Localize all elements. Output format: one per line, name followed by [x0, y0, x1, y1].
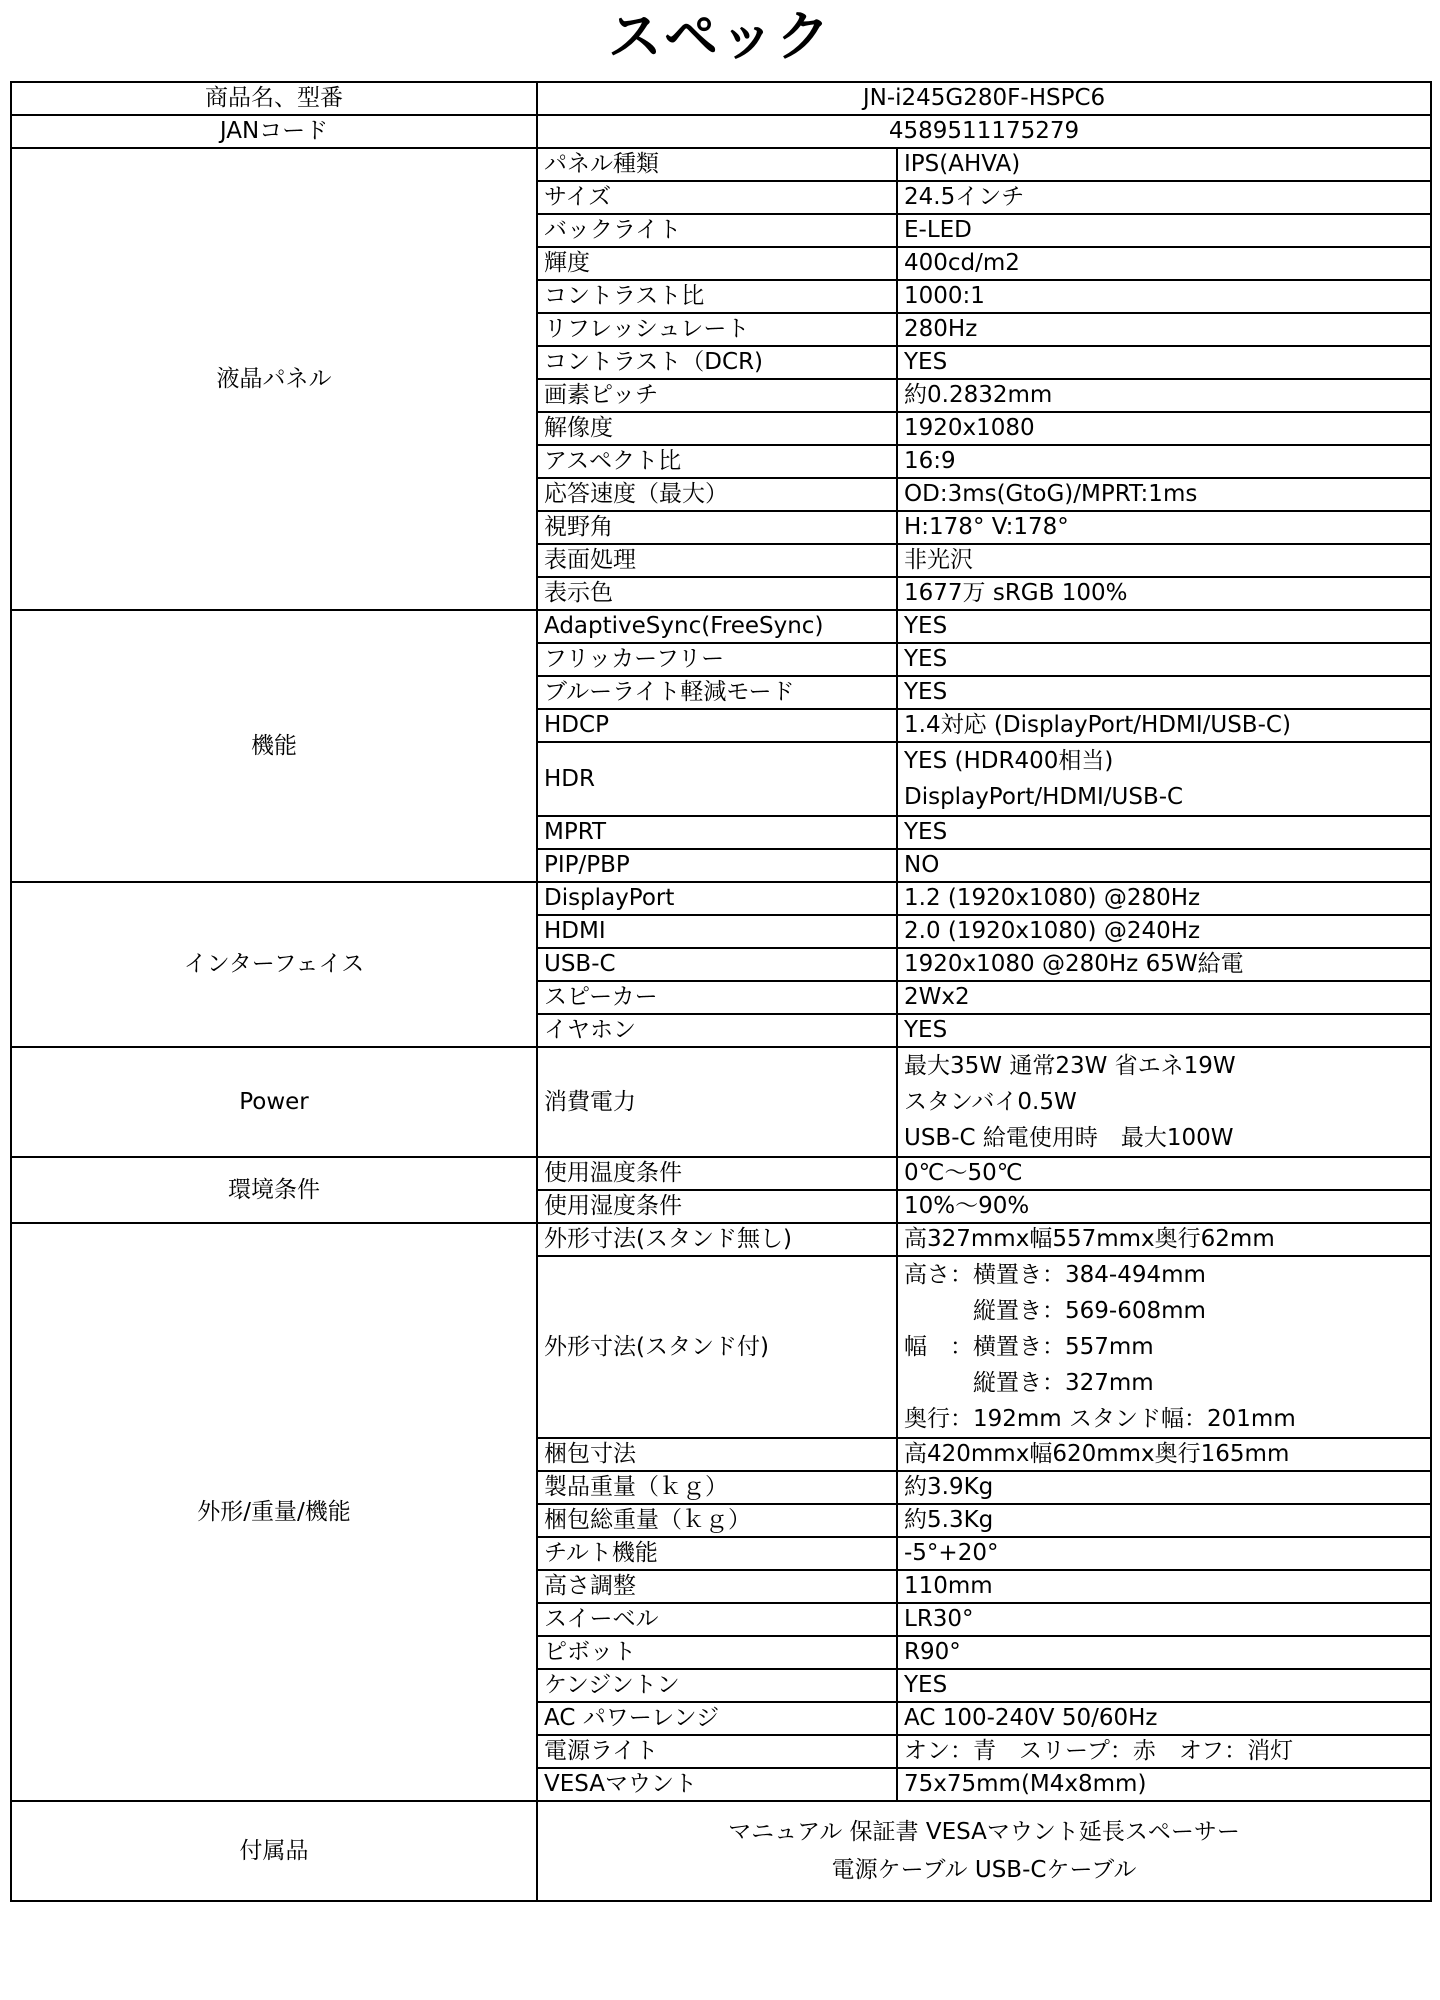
spec-value — [897, 742, 1431, 816]
spec-value: LR30° — [897, 1603, 1431, 1636]
spec-value-line: 最大35W 通常23W 省エネ19W — [904, 1053, 1236, 1079]
table-row — [11, 1223, 1431, 1256]
spec-value: YES — [897, 643, 1431, 676]
page-title: スペック — [608, 5, 832, 68]
spec-label: 画素ピッチ — [537, 379, 897, 412]
accessories-line: マニュアル 保証書 VESAマウント延長スペーサー — [728, 1819, 1240, 1845]
spec-value: 約3.9Kg — [897, 1471, 1431, 1504]
spec-value-line: 高さ：横置き：384-494mm — [904, 1262, 1206, 1288]
accessories-line: 電源ケーブル USB-Cケーブル — [831, 1857, 1137, 1883]
spec-label: 高さ調整 — [537, 1570, 897, 1603]
category-cell: 液晶パネル — [11, 148, 537, 610]
spec-table-body — [11, 82, 1431, 1901]
spec-value: YES — [897, 1669, 1431, 1702]
spec-label: イヤホン — [537, 1014, 897, 1047]
spec-value: 2Wx2 — [897, 981, 1431, 1014]
spec-value: 1677万 sRGB 100% — [897, 577, 1431, 610]
spec-label: ケンジントン — [537, 1669, 897, 1702]
table-row — [11, 1047, 1431, 1157]
spec-label: HDR — [537, 742, 897, 816]
table-row — [11, 610, 1431, 643]
spec-value: 110mm — [897, 1570, 1431, 1603]
spec-value-line: YES (HDR400相当) — [904, 748, 1114, 774]
spec-value: 400cd/m2 — [897, 247, 1431, 280]
spec-value: 高327mmx幅557mmx奥行62mm — [897, 1223, 1431, 1256]
spec-value: -5°+20° — [897, 1537, 1431, 1570]
spec-label: PIP/PBP — [537, 849, 897, 882]
spec-value: NO — [897, 849, 1431, 882]
spec-value — [897, 1047, 1431, 1157]
spec-label: 輝度 — [537, 247, 897, 280]
spec-label: HDMI — [537, 915, 897, 948]
category-cell: Power — [11, 1047, 537, 1157]
spec-label: 使用温度条件 — [537, 1157, 897, 1190]
spec-label: 梱包総重量（ｋｇ） — [537, 1504, 897, 1537]
spec-value: H:178° V:178° — [897, 511, 1431, 544]
spec-value: 約0.2832mm — [897, 379, 1431, 412]
spec-value: YES — [897, 610, 1431, 643]
spec-value: 0℃～50℃ — [897, 1157, 1431, 1190]
spec-label: 使用湿度条件 — [537, 1190, 897, 1223]
spec-value: 1920x1080 — [897, 412, 1431, 445]
spec-value: 24.5インチ — [897, 181, 1431, 214]
spec-value: 1.4対応 (DisplayPort/HDMI/USB-C) — [897, 709, 1431, 742]
spec-label: AdaptiveSync(FreeSync) — [537, 610, 897, 643]
category-cell: 外形/重量/機能 — [11, 1223, 537, 1801]
spec-label: スピーカー — [537, 981, 897, 1014]
spec-value: YES — [897, 816, 1431, 849]
spec-table — [10, 81, 1432, 1902]
spec-value: 75x75mm(M4x8mm) — [897, 1768, 1431, 1801]
spec-value: AC 100-240V 50/60Hz — [897, 1702, 1431, 1735]
spec-label: VESAマウント — [537, 1768, 897, 1801]
spec-label: 視野角 — [537, 511, 897, 544]
category-cell: 環境条件 — [11, 1157, 537, 1223]
spec-value: R90° — [897, 1636, 1431, 1669]
spec-value: 16:9 — [897, 445, 1431, 478]
category-cell: 付属品 — [11, 1801, 537, 1901]
table-row — [11, 148, 1431, 181]
spec-label: 応答速度（最大） — [537, 478, 897, 511]
spec-label: ブルーライト軽減モード — [537, 676, 897, 709]
spec-value: 2.0 (1920x1080) @240Hz — [897, 915, 1431, 948]
spec-label: 外形寸法(スタンド無し) — [537, 1223, 897, 1256]
spec-label: バックライト — [537, 214, 897, 247]
spec-label: 製品重量（ｋｇ） — [537, 1471, 897, 1504]
spec-value: YES — [897, 676, 1431, 709]
spec-label: 電源ライト — [537, 1735, 897, 1768]
spec-value: 1.2 (1920x1080) @280Hz — [897, 882, 1431, 915]
spec-label: コントラスト比 — [537, 280, 897, 313]
table-row — [11, 1157, 1431, 1190]
spec-value: YES — [897, 346, 1431, 379]
table-row — [11, 882, 1431, 915]
spec-label: ピボット — [537, 1636, 897, 1669]
spec-label: パネル種類 — [537, 148, 897, 181]
spec-label: スイーベル — [537, 1603, 897, 1636]
spec-value: 1920x1080 @280Hz 65W給電 — [897, 948, 1431, 981]
spec-value-line: 奥行：192mm スタンド幅：201mm — [904, 1406, 1296, 1432]
spec-label: コントラスト（DCR) — [537, 346, 897, 379]
spec-label: 梱包寸法 — [537, 1438, 897, 1471]
spec-value-line: 縦置き：327mm — [904, 1370, 1154, 1396]
spec-label: 解像度 — [537, 412, 897, 445]
spec-value: オン：青 スリープ：赤 オフ：消灯 — [897, 1735, 1431, 1768]
accessories-value — [537, 1801, 1431, 1901]
spec-label: 外形寸法(スタンド付) — [537, 1256, 897, 1438]
spec-value: 280Hz — [897, 313, 1431, 346]
spec-label: アスペクト比 — [537, 445, 897, 478]
table-row — [11, 82, 1431, 115]
spec-label: AC パワーレンジ — [537, 1702, 897, 1735]
category-cell: インターフェイス — [11, 882, 537, 1047]
spec-value: OD:3ms(GtoG)/MPRT:1ms — [897, 478, 1431, 511]
table-row — [11, 1801, 1431, 1901]
row-value: JN-i245G280F-HSPC6 — [537, 82, 1431, 115]
spec-label: MPRT — [537, 816, 897, 849]
spec-value: YES — [897, 1014, 1431, 1047]
spec-label: フリッカーフリー — [537, 643, 897, 676]
row-label: JANコード — [11, 115, 537, 148]
spec-value: IPS(AHVA) — [897, 148, 1431, 181]
spec-value-line: 縦置き：569-608mm — [904, 1298, 1206, 1324]
spec-label: 消費電力 — [537, 1047, 897, 1157]
spec-value: E-LED — [897, 214, 1431, 247]
spec-value: 非光沢 — [897, 544, 1431, 577]
spec-label: USB-C — [537, 948, 897, 981]
spec-label: 表面処理 — [537, 544, 897, 577]
spec-label: チルト機能 — [537, 1537, 897, 1570]
spec-value: 約5.3Kg — [897, 1504, 1431, 1537]
spec-value: 10%～90% — [897, 1190, 1431, 1223]
spec-label: リフレッシュレート — [537, 313, 897, 346]
spec-value: 高420mmx幅620mmx奥行165mm — [897, 1438, 1431, 1471]
spec-value-line: DisplayPort/HDMI/USB-C — [904, 784, 1184, 810]
spec-label: 表示色 — [537, 577, 897, 610]
spec-label: サイズ — [537, 181, 897, 214]
category-cell: 機能 — [11, 610, 537, 882]
spec-value: 1000:1 — [897, 280, 1431, 313]
row-label: 商品名、型番 — [11, 82, 537, 115]
spec-value-line: スタンバイ0.5W — [904, 1089, 1077, 1115]
table-row — [11, 115, 1431, 148]
spec-label: DisplayPort — [537, 882, 897, 915]
spec-label: HDCP — [537, 709, 897, 742]
spec-value-line: 幅 ：横置き：557mm — [904, 1334, 1154, 1360]
spec-value — [897, 1256, 1431, 1438]
spec-value-line: USB-C 給電使用時 最大100W — [904, 1125, 1234, 1151]
row-value: 4589511175279 — [537, 115, 1431, 148]
